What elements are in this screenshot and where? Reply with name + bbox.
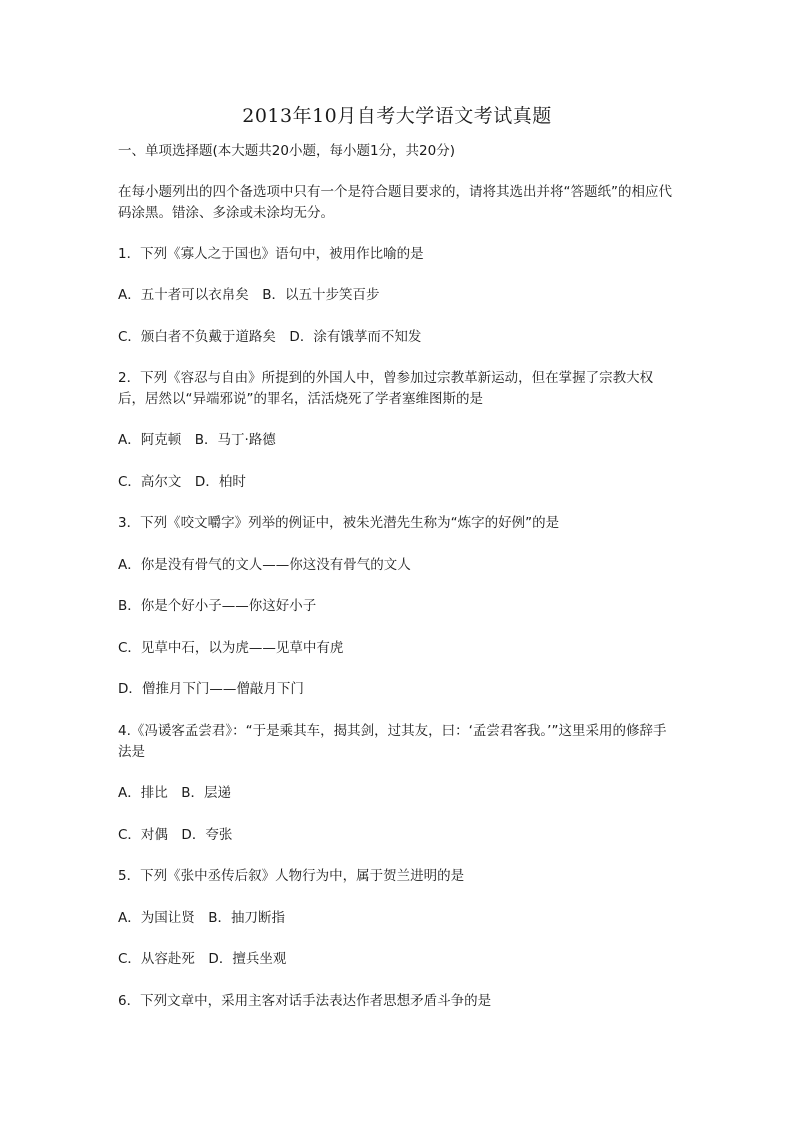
question-3-option-line: D．僧推月下门——僧敲月下门 xyxy=(118,681,304,697)
question-2-option-line: A．阿克顿 B．马丁·路德 xyxy=(118,432,276,448)
question-4-stem: 4.《冯谖客孟尝君》：“于是乘其车，揭其剑，过其友，曰：‘孟尝君客我。’”这里采用的修辞手法是 xyxy=(118,723,667,760)
question-1-option-line: A．五十者可以衣帛矣 B．以五十步笑百步 xyxy=(118,287,380,303)
page-title: 2013年10月自考大学语文考试真题 xyxy=(242,105,552,127)
question-5-option-line: C．从容赴死 D．擅兵坐观 xyxy=(118,951,287,967)
question-1-option-line: C．颁白者不负戴于道路矣 D．涂有饿莩而不知发 xyxy=(118,329,422,345)
question-3-option-line: A．你是没有骨气的文人——你这没有骨气的文人 xyxy=(118,557,411,573)
question-2-option-line: C．高尔文 D．柏时 xyxy=(118,474,246,490)
question-2-stem: 2．下列《容忍与自由》所提到的外国人中，曾参加过宗教革新运动，但在掌握了宗教大权后，居然以“异端邪说”的罪名，活活烧死了学者塞维图斯的是 xyxy=(118,370,654,407)
instructions-paragraph: 在每小题列出的四个备选项中只有一个是符合题目要求的，请将其选出并将“答题纸”的相应代码涂黑。错涂、多涂或未涂均无分。 xyxy=(118,184,672,221)
section-heading: 一、单项选择题(本大题共20小题，每小题1分，共20分) xyxy=(118,143,455,159)
question-5-option-line: A．为国让贤 B．抽刀断指 xyxy=(118,910,285,926)
question-6-stem: 6．下列文章中，采用主客对话手法表达作者思想矛盾斗争的是 xyxy=(118,993,492,1009)
question-5-stem: 5．下列《张中丞传后叙》人物行为中，属于贺兰进明的是 xyxy=(118,868,465,884)
question-3-option-line: C．见草中石，以为虎——见草中有虎 xyxy=(118,640,344,656)
question-1-stem: 1．下列《寡人之于国也》语句中，被用作比喻的是 xyxy=(118,246,424,262)
question-4-option-line: C．对偶 D．夸张 xyxy=(118,827,233,843)
question-3-option-line: B．你是个好小子——你这好小子 xyxy=(118,598,317,614)
question-3-stem: 3．下列《咬文嚼字》列举的例证中，被朱光潜先生称为“炼字的好例”的是 xyxy=(118,515,560,531)
question-4-option-line: A．排比 B．层递 xyxy=(118,785,231,801)
